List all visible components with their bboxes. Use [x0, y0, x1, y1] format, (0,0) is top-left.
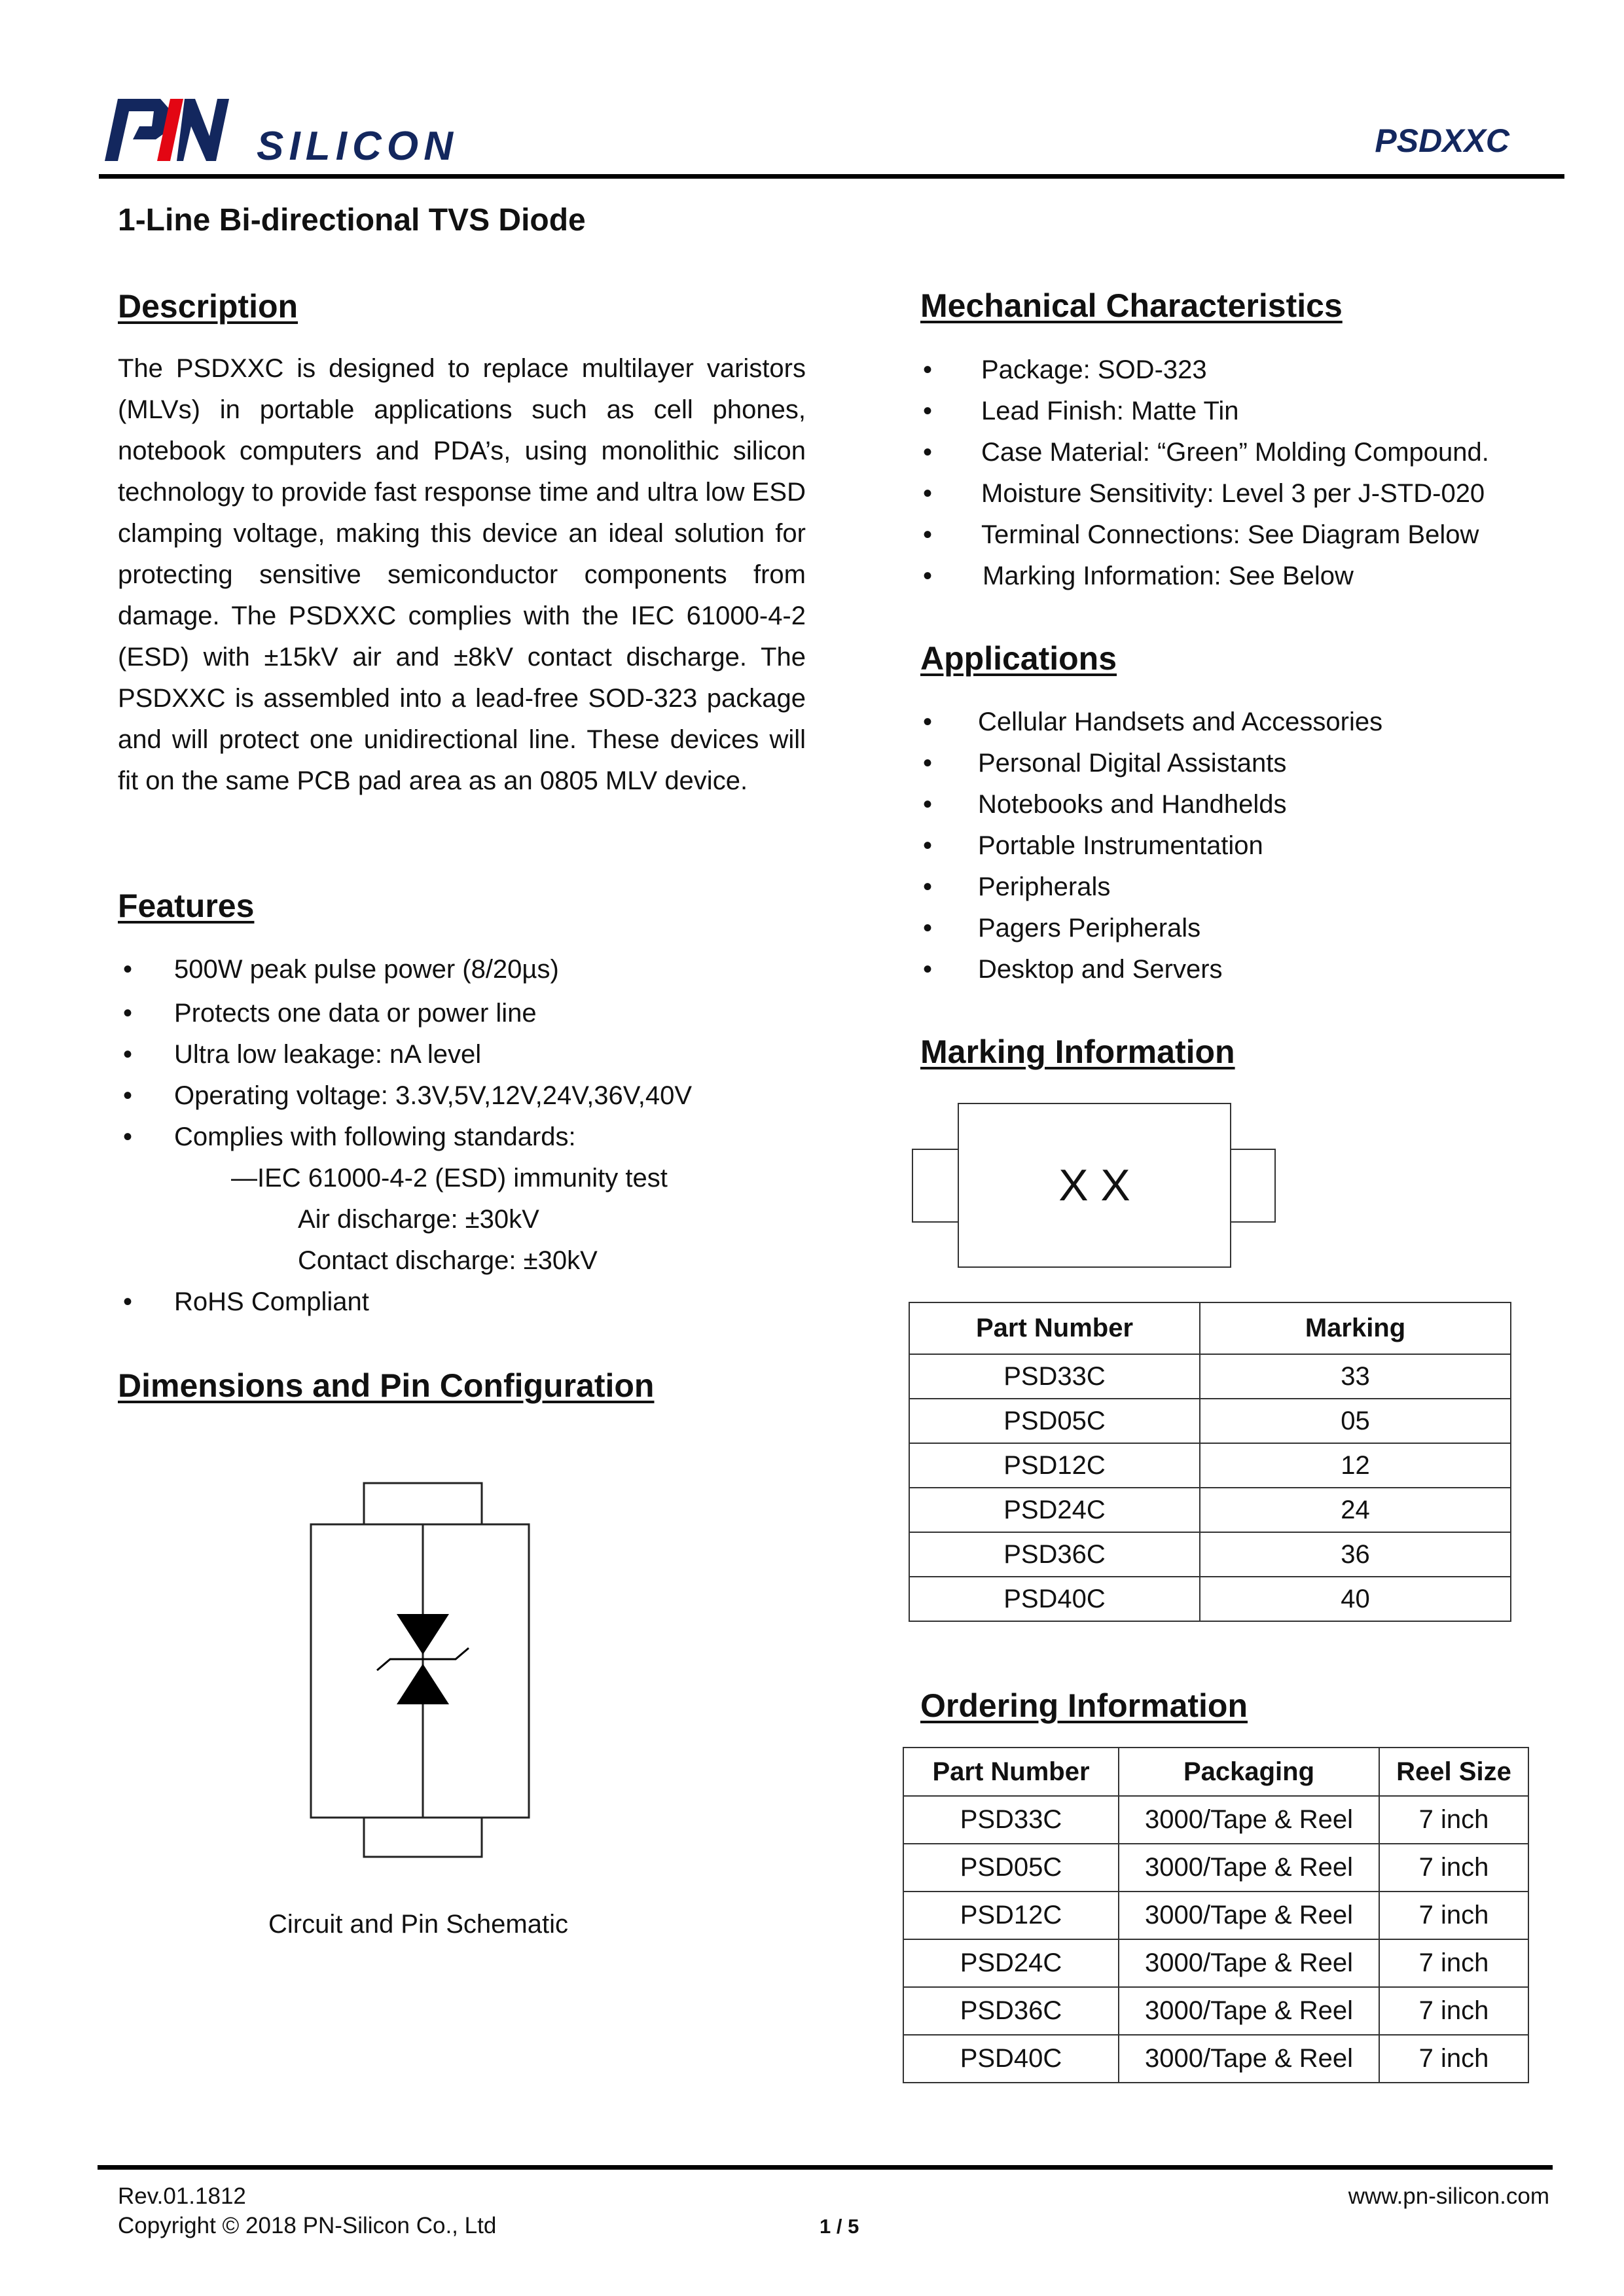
list-item: • Pagers Peripherals: [923, 914, 1201, 942]
table-cell: 3000/Tape & Reel: [1119, 1844, 1379, 1892]
package-marking: X X: [1058, 1160, 1130, 1210]
mechanical-text: Marking Information: See Below: [983, 562, 1354, 590]
table-row: [903, 2035, 1528, 2083]
list-item: • Peripherals: [923, 872, 1111, 901]
table-cell: PSD40C: [909, 1577, 1200, 1621]
table-row: [903, 1987, 1528, 2035]
list-item: • Case Material: “Green” Molding Compound.: [923, 438, 1489, 467]
mechanical-text: Case Material: “Green” Molding Compound.: [981, 438, 1489, 467]
marking-table: [909, 1302, 1511, 1622]
table-cell: 12: [1200, 1443, 1511, 1488]
package-body: [958, 1103, 1231, 1268]
table-cell: 05: [1200, 1399, 1511, 1443]
list-item: • Lead Finish: Matte Tin: [923, 397, 1239, 425]
table-cell: 3000/Tape & Reel: [1119, 2035, 1379, 2083]
svg-text:SILICON: SILICON: [257, 124, 453, 165]
table-cell: 36: [1200, 1532, 1511, 1577]
list-item: • Notebooks and Handhelds: [923, 790, 1287, 819]
schematic-caption: Circuit and Pin Schematic: [268, 1910, 568, 1939]
table-cell: PSD33C: [909, 1354, 1200, 1399]
list-item: • Ultra low leakage: nA level: [123, 1040, 482, 1069]
table-cell: PSD24C: [909, 1488, 1200, 1532]
application-text: Personal Digital Assistants: [978, 749, 1287, 778]
table-cell: 7 inch: [1379, 1939, 1528, 1987]
page-number: 1 / 5: [820, 2215, 859, 2238]
table-cell: 33: [1200, 1354, 1511, 1399]
table-row: [903, 1892, 1528, 1939]
table-cell: PSD33C: [903, 1796, 1119, 1844]
list-item: • Cellular Handsets and Accessories: [923, 708, 1383, 736]
list-item: • Desktop and Servers: [923, 955, 1223, 984]
column-header: Packaging: [1119, 1748, 1379, 1796]
description-heading: Description: [118, 288, 298, 325]
table-cell: 7 inch: [1379, 1844, 1528, 1892]
website-link[interactable]: www.pn-silicon.com: [1348, 2183, 1549, 2209]
table-cell: 3000/Tape & Reel: [1119, 1892, 1379, 1939]
footer-rule: [98, 2165, 1553, 2170]
column-header: Part Number: [903, 1748, 1119, 1796]
list-subitem: —IEC 61000-4-2 (ESD) immunity test: [231, 1164, 668, 1193]
list-item: • Operating voltage: 3.3V,5V,12V,24V,36V,40V: [123, 1081, 693, 1110]
part-family-label: PSDXXC: [1375, 122, 1509, 159]
list-subitem: Contact discharge: ±30kV: [298, 1246, 598, 1275]
document-title: 1-Line Bi-directional TVS Diode: [118, 203, 586, 238]
table-cell: 7 inch: [1379, 1892, 1528, 1939]
table-cell: PSD40C: [903, 2035, 1119, 2083]
table-cell: PSD05C: [909, 1399, 1200, 1443]
ordering-heading: Ordering Information: [920, 1687, 1248, 1724]
list-subitem: Air discharge: ±30kV: [298, 1205, 539, 1234]
list-item: • Personal Digital Assistants: [923, 749, 1287, 778]
feature-text: Complies with following standards:: [174, 1122, 576, 1151]
feature-text: 500W peak pulse power (8/20µs): [174, 955, 559, 984]
list-item: • Package: SOD-323: [923, 355, 1207, 384]
column-header: Part Number: [909, 1302, 1200, 1354]
column-header: Marking: [1200, 1302, 1511, 1354]
application-text: Notebooks and Handhelds: [978, 790, 1287, 819]
table-cell: 3000/Tape & Reel: [1119, 1939, 1379, 1987]
table-cell: PSD05C: [903, 1844, 1119, 1892]
diode-top-icon: [397, 1614, 449, 1655]
mechanical-heading: Mechanical Characteristics: [920, 287, 1343, 324]
marking-heading: Marking Information: [920, 1033, 1235, 1070]
table-cell: PSD12C: [909, 1443, 1200, 1488]
table-row: [903, 1939, 1528, 1987]
list-item: • RoHS Compliant: [123, 1287, 369, 1316]
pn-silicon-logo: [105, 97, 461, 165]
table-cell: PSD36C: [909, 1532, 1200, 1577]
mechanical-text: Moisture Sensitivity: Level 3 per J-STD-020: [981, 479, 1485, 508]
table-cell: 7 inch: [1379, 2035, 1528, 2083]
table-cell: 24: [1200, 1488, 1511, 1532]
copyright: Copyright © 2018 PN-Silicon Co., Ltd: [118, 2213, 497, 2238]
mechanical-text: Terminal Connections: See Diagram Below: [981, 520, 1479, 549]
table-cell: 40: [1200, 1577, 1511, 1621]
table-cell: 3000/Tape & Reel: [1119, 1987, 1379, 2035]
list-item: • Moisture Sensitivity: Level 3 per J-STD-020: [923, 479, 1485, 508]
table-row: [909, 1399, 1511, 1443]
list-item: • Complies with following standards:: [123, 1122, 576, 1151]
table-row: [903, 1844, 1528, 1892]
features-heading: Features: [118, 888, 255, 924]
revision: Rev.01.1812: [118, 2183, 246, 2209]
dimensions-heading: Dimensions and Pin Configuration: [118, 1367, 655, 1404]
application-text: Peripherals: [978, 872, 1111, 901]
column-header: Reel Size: [1379, 1748, 1528, 1796]
mechanical-text: Lead Finish: Matte Tin: [981, 397, 1239, 425]
list-item: • Portable Instrumentation: [923, 831, 1263, 860]
feature-text: Operating voltage: 3.3V,5V,12V,24V,36V,40V: [174, 1081, 693, 1110]
table-row: [909, 1488, 1511, 1532]
diode-bottom-icon: [397, 1664, 449, 1704]
package-pad-left: [912, 1149, 959, 1223]
table-row: [909, 1354, 1511, 1399]
features-list: [118, 949, 838, 1323]
table-cell: 3000/Tape & Reel: [1119, 1796, 1379, 1844]
table-cell: 7 inch: [1379, 1987, 1528, 2035]
list-item: • Terminal Connections: See Diagram Below: [923, 520, 1479, 549]
table-row: [909, 1577, 1511, 1621]
table-cell: PSD24C: [903, 1939, 1119, 1987]
mechanical-text: Package: SOD-323: [981, 355, 1207, 384]
pin-schematic: [308, 1479, 533, 1862]
table-row: [909, 1532, 1511, 1577]
list-item: • 500W peak pulse power (8/20µs): [123, 955, 559, 984]
mechanical-list: [920, 350, 1575, 597]
application-text: Portable Instrumentation: [978, 831, 1263, 860]
applications-heading: Applications: [920, 640, 1117, 677]
ordering-table: [903, 1747, 1529, 2083]
application-text: Cellular Handsets and Accessories: [978, 708, 1383, 736]
table-cell: 7 inch: [1379, 1796, 1528, 1844]
application-text: Pagers Peripherals: [978, 914, 1201, 942]
feature-text: Protects one data or power line: [174, 999, 537, 1028]
package-pad-right: [1230, 1149, 1276, 1223]
list-item: • Protects one data or power line: [123, 999, 537, 1028]
applications-list: [920, 702, 1575, 990]
list-item: • Marking Information: See Below: [923, 562, 1354, 590]
description-text: The PSDXXC is designed to replace multilayer varistors (MLVs) in portable applications such as cell phones, notebook computers and PDA’s, using monolithic silicon technology to provide fast response time and ultra low ESD clamping voltage, making this device an ideal solution for protecting sensitive semiconductor components from damage. The PSDXXC complies with the IEC 61000-4-2 (ESD) with ±15kV air and ±8kV contact discharge. The PSDXXC is assembled into a lead-free SOD-323 package and will protect one unidirectional line. These devices will fit on the same PCB pad area as an 0805 MLV device.: [118, 354, 806, 795]
table-row: [909, 1443, 1511, 1488]
feature-text: Ultra low leakage: nA level: [174, 1040, 482, 1069]
table-cell: PSD12C: [903, 1892, 1119, 1939]
feature-text: RoHS Compliant: [174, 1287, 369, 1316]
table-cell: PSD36C: [903, 1987, 1119, 2035]
application-text: Desktop and Servers: [978, 955, 1223, 984]
header-rule: [99, 174, 1564, 179]
table-row: [903, 1796, 1528, 1844]
